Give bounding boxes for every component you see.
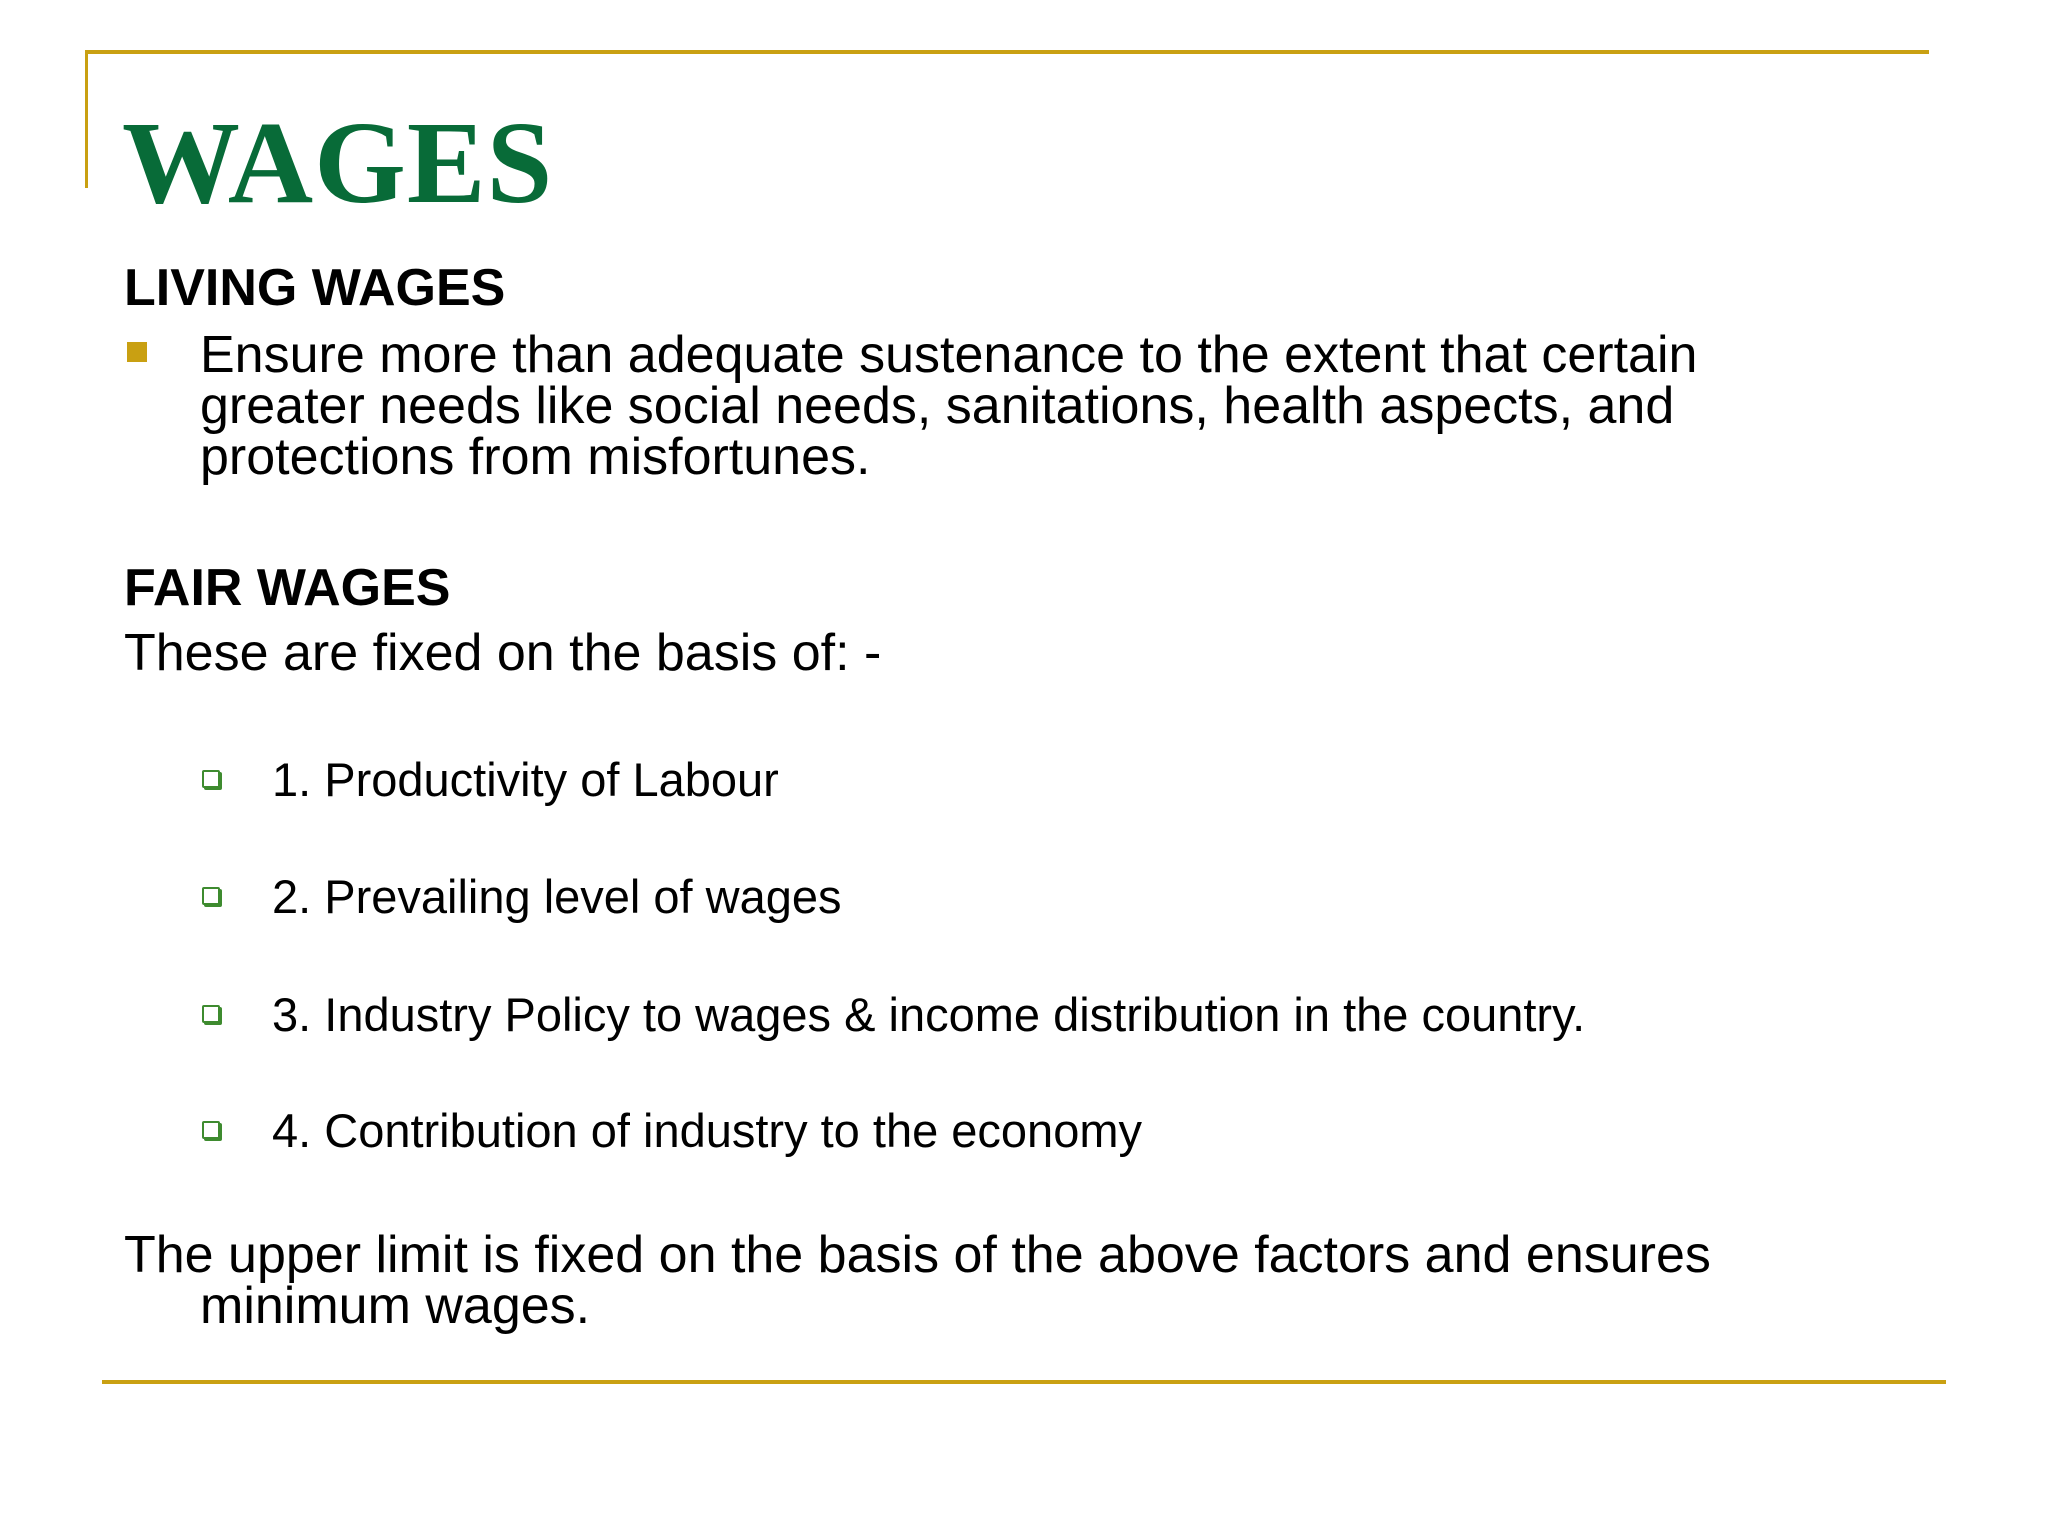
square-bullet-icon [127,342,147,362]
list-item-text: 1. Productivity of Labour [272,753,779,806]
bottom-border-line [102,1380,1946,1384]
slide-title: WAGES [122,97,554,228]
checkbox-bullet-icon [202,1005,220,1023]
left-border-line [85,50,88,188]
closing-line-1: The upper limit is fixed on the basis of the above factors and ensures [124,1226,1711,1284]
bullet-text: Ensure more than adequate sustenance to the extent that certain greater needs like social needs, sanitations, health aspects, and protections from misfortunes. [200,326,1698,486]
checkbox-bullet-icon [202,770,220,788]
living-wages-heading: LIVING WAGES [124,259,506,317]
list-item [202,752,779,808]
list-item-text: 3. Industry Policy to wages & income distribution in the country. [272,988,1586,1041]
list-item [202,1103,1142,1159]
fair-wages-heading: FAIR WAGES [124,559,451,617]
living-wages-bullet [124,326,1824,486]
closing-paragraph [124,1226,1874,1335]
list-item [202,869,842,925]
checkbox-bullet-icon [202,887,220,905]
closing-line-2: minimum wages. [200,1277,591,1335]
list-item [202,987,1585,1043]
top-border-line [85,50,1929,54]
list-item-text: 4. Contribution of industry to the economy [272,1104,1142,1157]
list-item-text: 2. Prevailing level of wages [272,870,842,923]
checkbox-bullet-icon [202,1121,220,1139]
fair-wages-intro: These are fixed on the basis of: - [124,624,882,682]
